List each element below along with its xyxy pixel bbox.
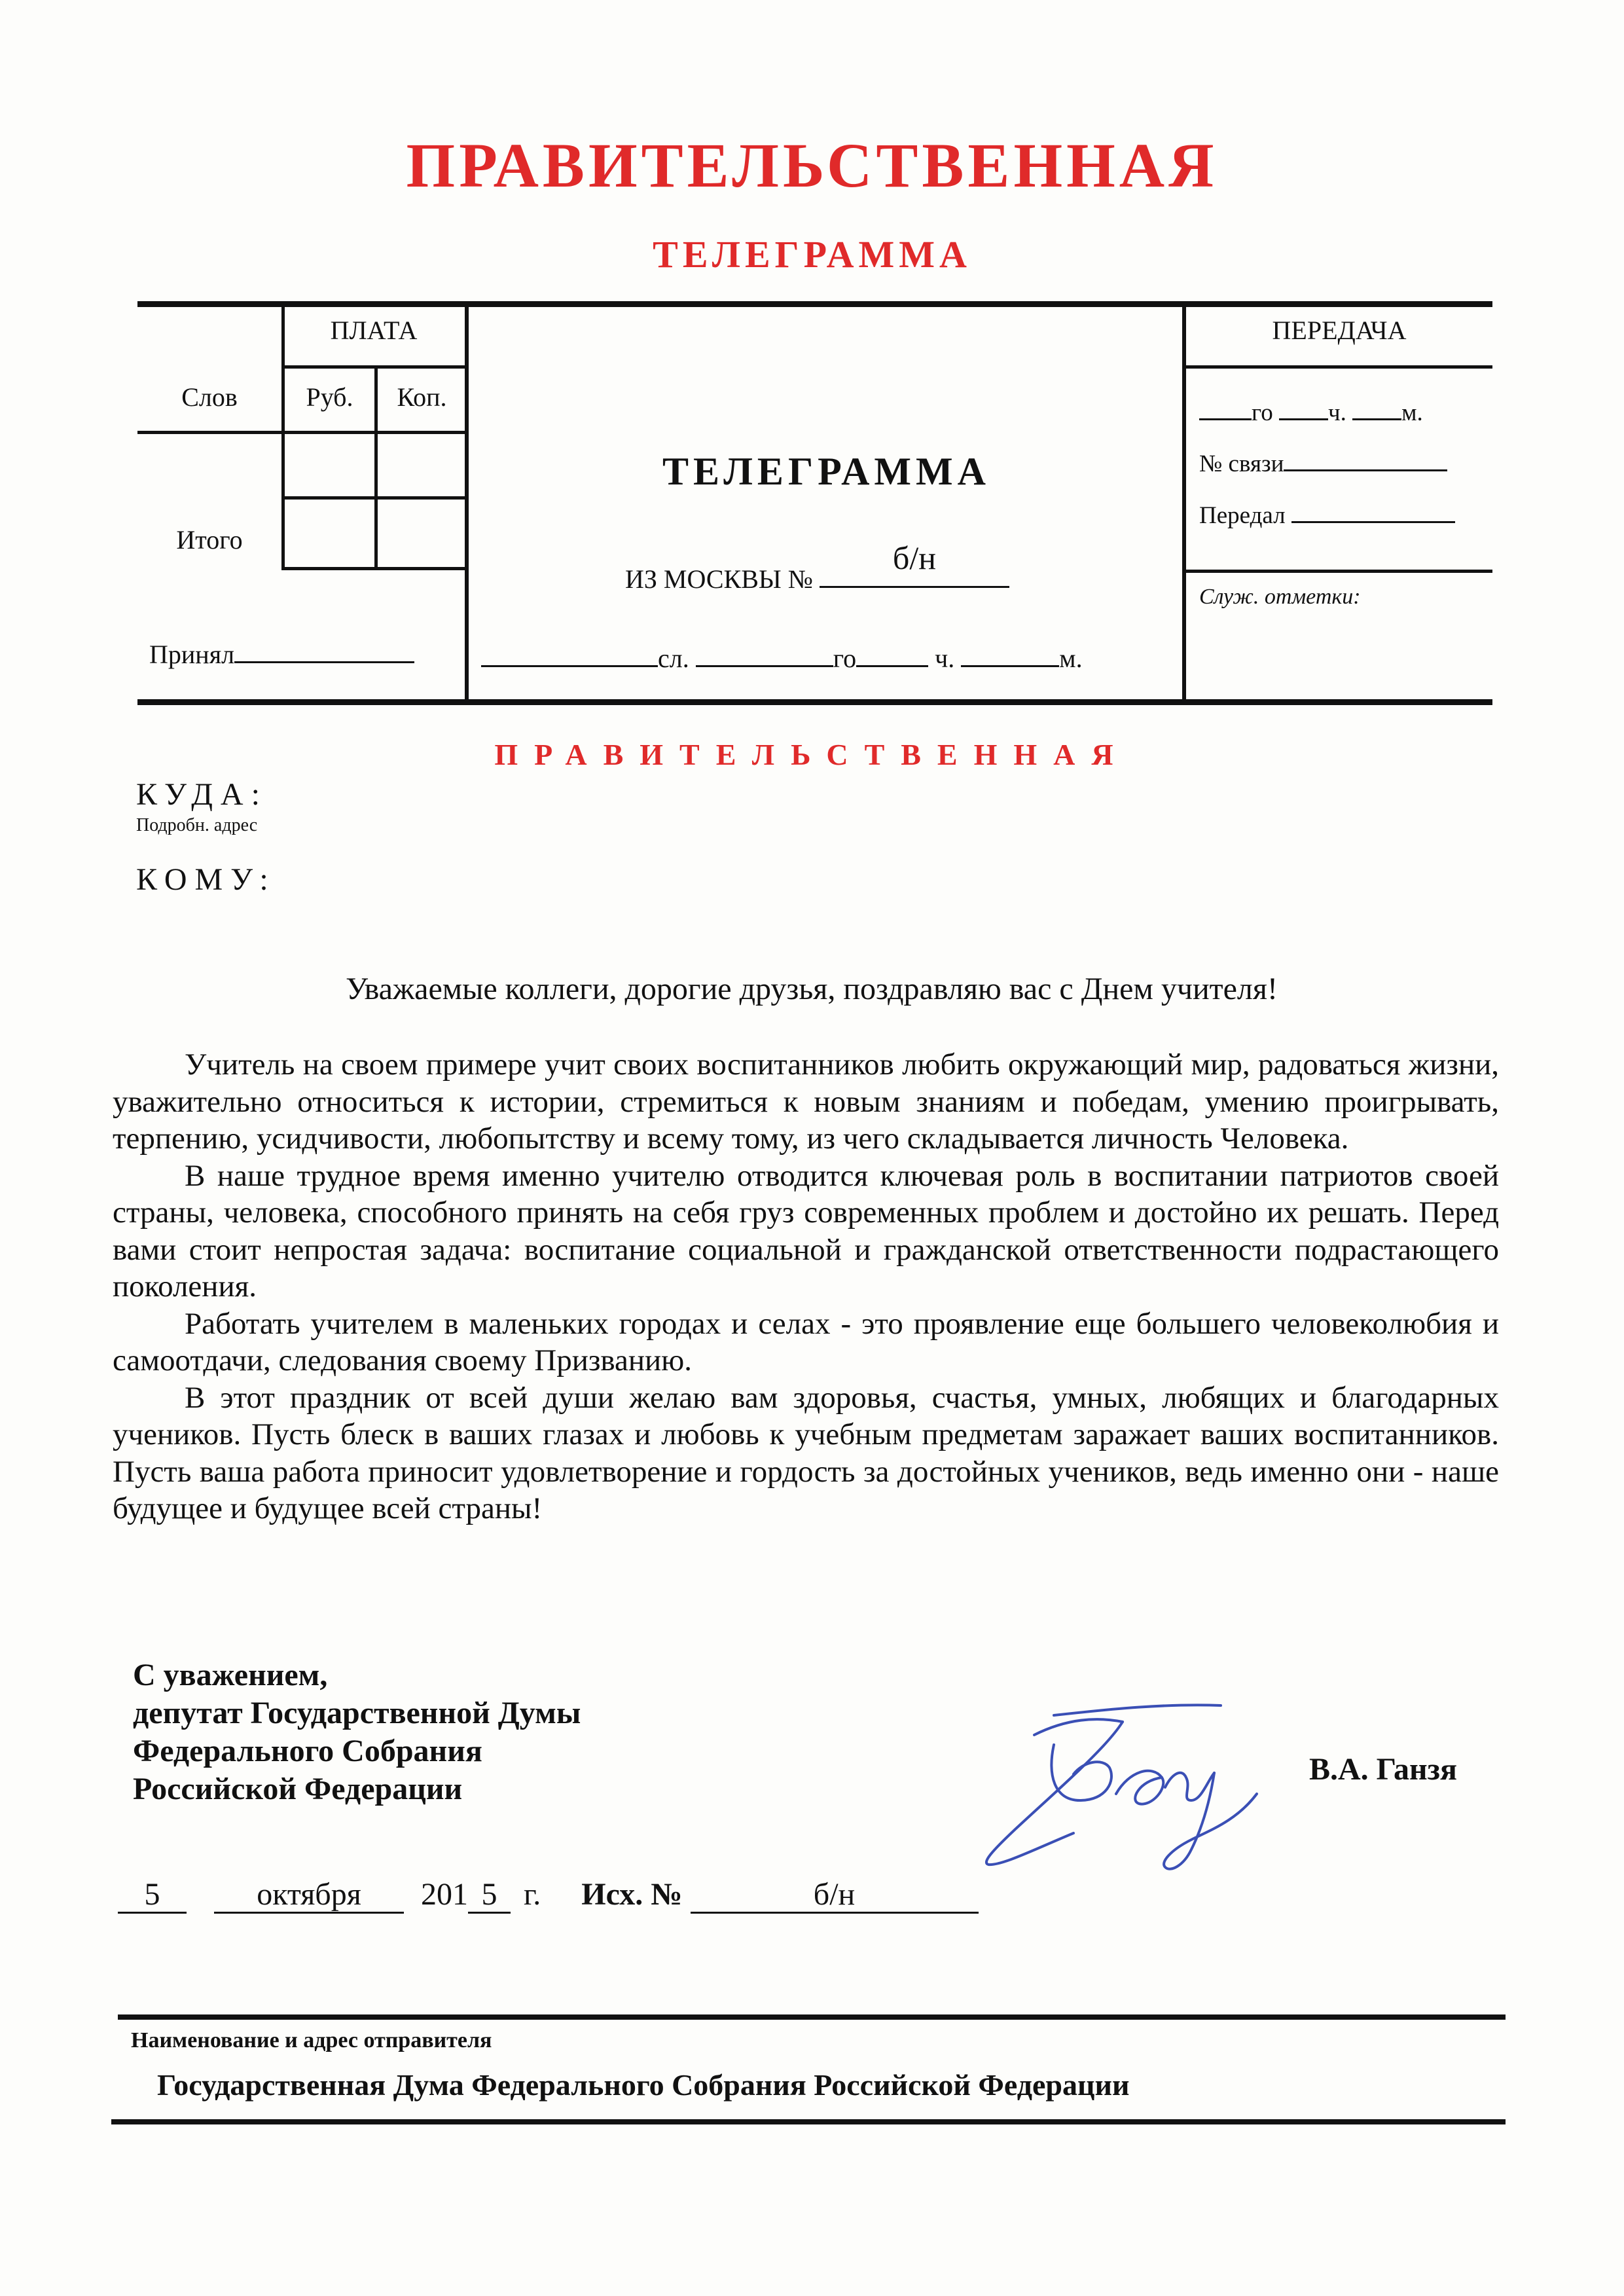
ch-blank <box>856 640 928 667</box>
form-top-rule <box>137 301 1492 307</box>
handwritten-signature <box>975 1696 1296 1886</box>
letter-paragraph: В наше трудное время именно учителю отводится ключевая роль в воспитании патриотов своей страны, человека, способного принять на себя груз современных проблем и достойно их решать. Перед вами стоит непростая задача: воспитание социальной и гражданской ответственности подрастающего поколения. <box>113 1158 1499 1303</box>
letter-body <box>113 1046 1499 1527</box>
government-banner: ПРАВИТЕЛЬСТВЕННАЯ <box>494 738 1130 771</box>
right-hline-2 <box>1186 570 1492 573</box>
document-title: ПРАВИТЕЛЬСТВЕННАЯ <box>406 130 1218 200</box>
from-number-blank <box>820 539 1009 588</box>
connection-blank <box>1284 447 1447 471</box>
right-hline-1 <box>1186 365 1492 369</box>
sl-label: сл. <box>658 644 689 673</box>
date-year-abbr: г. <box>524 1877 541 1912</box>
sl-blank <box>481 640 658 667</box>
date-month: октября <box>214 1879 404 1914</box>
tr-go-label: го <box>1252 399 1273 426</box>
transmission-label: ПЕРЕДАЧА <box>1272 316 1407 345</box>
tr-blank-2 <box>1279 396 1328 420</box>
transmission-time-line <box>1199 396 1423 425</box>
footer-bottom-rule <box>111 2119 1506 2124</box>
from-number: б/н <box>892 539 936 576</box>
form-bottom-rule <box>137 699 1492 705</box>
sender-organization: Государственная Дума Федерального Собрания Российской Федерации <box>157 2068 1130 2102</box>
letter-paragraph: Работать учителем в маленьких городах и селах - это проявление еще большего человеколюбия и самоотдачи, следования своему Призванию. <box>113 1306 1499 1377</box>
letter-greeting: Уважаемые коллеги, дорогие друзья, поздравляю вас с Днем учителя! <box>346 972 1278 1006</box>
m-blank <box>961 640 1059 667</box>
grid-hline-4 <box>281 567 466 570</box>
ch-label: ч. <box>935 644 955 673</box>
footer-top-rule <box>118 2014 1506 2020</box>
letter-paragraph: Учитель на своем примере учит своих воспитанников любить окружающий мир, радоваться жизни, уважительно относиться к истории, стремиться к новым знаниям и победам, умению проигрывать, терпению, усидчивости, любопытству и всему тому, из чего складывается личность Человека. <box>113 1048 1499 1156</box>
whom-label: КОМУ: <box>136 862 276 897</box>
tr-m-label: м. <box>1401 399 1423 426</box>
grid-hline-3 <box>281 496 466 500</box>
tr-blank-1 <box>1199 396 1252 420</box>
center-time-line <box>481 640 1083 672</box>
letter-paragraph: В этот праздник от всей души желаю вам здоровья, счастья, умных, любящих и благодарных учеников. Пусть блеск в ваших глазах и любовь к учебным предметам заражает ваших воспитанников. Пусть ваша работа приносит удовлетворение и гордость за достойных учеников, ведь именно они - наше будущее и будущее всей страны! <box>113 1380 1499 1525</box>
words-label: Слов <box>181 382 238 412</box>
received-label: Принял <box>149 640 235 669</box>
closing-line: Российской Федерации <box>133 1772 463 1806</box>
date-year-suffix: 5 <box>468 1879 511 1914</box>
signatory-name: В.А. Ганзя <box>1309 1752 1457 1787</box>
center-right-rule <box>1182 301 1186 705</box>
closing-line: С уважением, <box>133 1658 328 1692</box>
transmitted-field <box>1199 499 1455 528</box>
connection-field <box>1199 447 1447 476</box>
document-subtitle: ТЕЛЕГРАММА <box>653 233 971 276</box>
go-label: го <box>833 644 857 673</box>
outgoing-number-label: Исх. № <box>581 1877 683 1912</box>
kop-label: Коп. <box>397 382 447 412</box>
detailed-address-label: Подробн. адрес <box>136 815 258 835</box>
go-blank <box>696 640 833 667</box>
rub-label: Руб. <box>306 382 353 412</box>
transmitted-label: Передал <box>1199 502 1286 529</box>
received-field <box>149 636 414 668</box>
outgoing-number: б/н <box>691 1879 979 1914</box>
closing-line: Федерального Собрания <box>133 1734 482 1768</box>
total-label: Итого <box>176 525 243 555</box>
from-moscow-label: ИЗ МОСКВЫ № <box>625 564 813 594</box>
received-blank <box>234 636 414 663</box>
grid-hline-2 <box>137 431 466 434</box>
closing-line: депутат Государственной Думы <box>133 1696 581 1730</box>
m-label: м. <box>1059 644 1083 673</box>
closing-block <box>133 1656 581 1808</box>
grid-hline-1 <box>281 365 466 369</box>
date-day: 5 <box>118 1879 187 1914</box>
center-title: ТЕЛЕГРАММА <box>662 450 991 493</box>
date-line <box>118 1879 979 1914</box>
where-label: КУДА: <box>136 777 268 812</box>
from-moscow-field <box>625 539 1009 594</box>
sender-label: Наименование и адрес отправителя <box>131 2028 492 2052</box>
center-left-rule <box>465 301 469 705</box>
connection-label: № связи <box>1199 450 1284 477</box>
tr-blank-3 <box>1352 396 1401 420</box>
tr-ch-label: ч. <box>1328 399 1346 426</box>
service-marks-label: Служ. отметки: <box>1199 585 1361 609</box>
date-year-prefix: 201 <box>421 1877 468 1912</box>
transmitted-blank <box>1291 499 1455 523</box>
payment-label: ПЛАТА <box>330 316 418 345</box>
